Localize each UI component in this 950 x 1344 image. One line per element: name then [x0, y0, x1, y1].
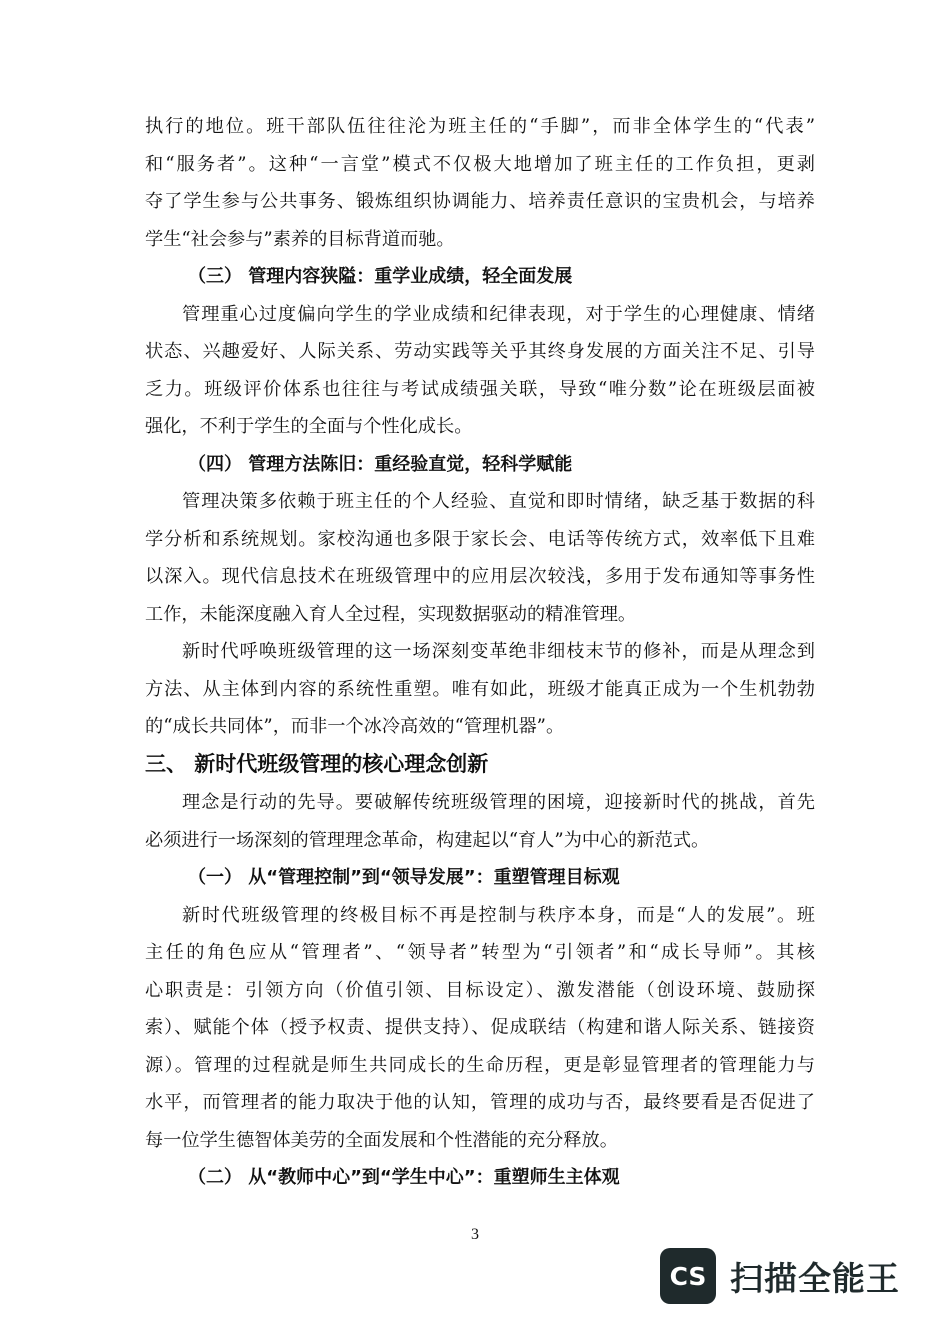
section-subheading: （四） 管理方法陈旧：重经验直觉，轻科学赋能 [188, 453, 573, 475]
text-line: 水平，而管理者的能力取决于他的认知，管理的成功与否，最终要看是否促进了 [145, 1092, 815, 1113]
text-line: 执行的地位。班干部队伍往往沦为班主任的“手脚”，而非全体学生的“代表” [145, 116, 815, 137]
text-line: 工作，未能深度融入育人全过程，实现数据驱动的精准管理。 [145, 603, 637, 625]
text-line: 管理重心过度偏向学生的学业成绩和纪律表现，对于学生的心理健康、情绪 [182, 303, 815, 325]
text-line: 管理决策多依赖于班主任的个人经验、直觉和即时情绪，缺乏基于数据的科 [182, 491, 815, 512]
text-line: 索）、赋能个体（授予权责、提供支持）、促成联结（构建和谐人际关系、链接资 [145, 1017, 815, 1038]
text-line: 强化，不利于学生的全面与个性化成长。 [145, 416, 473, 437]
text-line: 必须进行一场深刻的管理理念革命，构建起以“育人”为中心的新范式。 [145, 829, 710, 851]
section-subheading: （二） 从“教师中心”到“学生中心”：重塑师生主体观 [188, 1167, 620, 1188]
text-line: 心职责是：引领方向（价值引领、目标设定）、激发潜能（创设环境、鼓励探 [145, 979, 815, 1001]
text-line: 的“成长共同体”，而非一个冰冷高效的“管理机器”。 [145, 716, 565, 737]
text-line: 主任的角色应从“管理者”、“领导者”转型为“引领者”和“成长导师”。其核 [145, 942, 815, 963]
text-line: 乏力。班级评价体系也往往与考试成绩强关联，导致“唯分数”论在班级层面被 [145, 378, 815, 400]
text-line: 状态、兴趣爱好、人际关系、劳动实践等关乎其终身发展的方面关注不足、引导 [145, 341, 815, 362]
text-line: 新时代班级管理的终极目标不再是控制与秩序本身，而是“人的发展”。班 [182, 904, 815, 926]
text-line: 学生“社会参与”素养的目标背道而驰。 [145, 228, 455, 250]
text-line: 源）。管理的过程就是师生共同成长的生命历程，更是彰显管理者的管理能力与 [145, 1054, 815, 1076]
page-number: 3 [471, 1226, 479, 1243]
scanner-watermark [660, 1248, 900, 1304]
camscanner-logo-icon [660, 1248, 716, 1304]
text-line: 理念是行动的先导。要破解传统班级管理的困境，迎接新时代的挑战，首先 [182, 792, 815, 813]
logo-text: CS [669, 1262, 707, 1291]
section-subheading: （三） 管理内容狭隘：重学业成绩，轻全面发展 [188, 266, 573, 287]
watermark-text: 扫描全能王 [730, 1258, 900, 1298]
text-line: 以深入。现代信息技术在班级管理中的应用层次较浅，多用于发布通知等事务性 [145, 566, 815, 587]
section-subheading: （一） 从“管理控制”到“领导发展”：重塑管理目标观 [188, 867, 620, 888]
section-heading: 三、 新时代班级管理的核心理念创新 [145, 752, 489, 776]
text-line: 学分析和系统规划。家校沟通也多限于家长会、电话等传统方式，效率低下且难 [145, 528, 815, 550]
text-line: 和“服务者”。这种“一言堂”模式不仅极大地增加了班主任的工作负担，更剥 [145, 153, 815, 175]
text-line: 夺了学生参与公共事务、锻炼组织协调能力、培养责任意识的宝贵机会，与培养 [145, 191, 815, 212]
text-line: 方法、从主体到内容的系统性重塑。唯有如此，班级才能真正成为一个生机勃勃 [145, 678, 815, 700]
cs-logo-mark [665, 1261, 711, 1291]
text-line: 新时代呼唤班级管理的这一场深刻变革绝非细枝末节的修补，而是从理念到 [182, 641, 815, 662]
text-line: 每一位学生德智体美劳的全面发展和个性潜能的充分释放。 [145, 1129, 618, 1151]
